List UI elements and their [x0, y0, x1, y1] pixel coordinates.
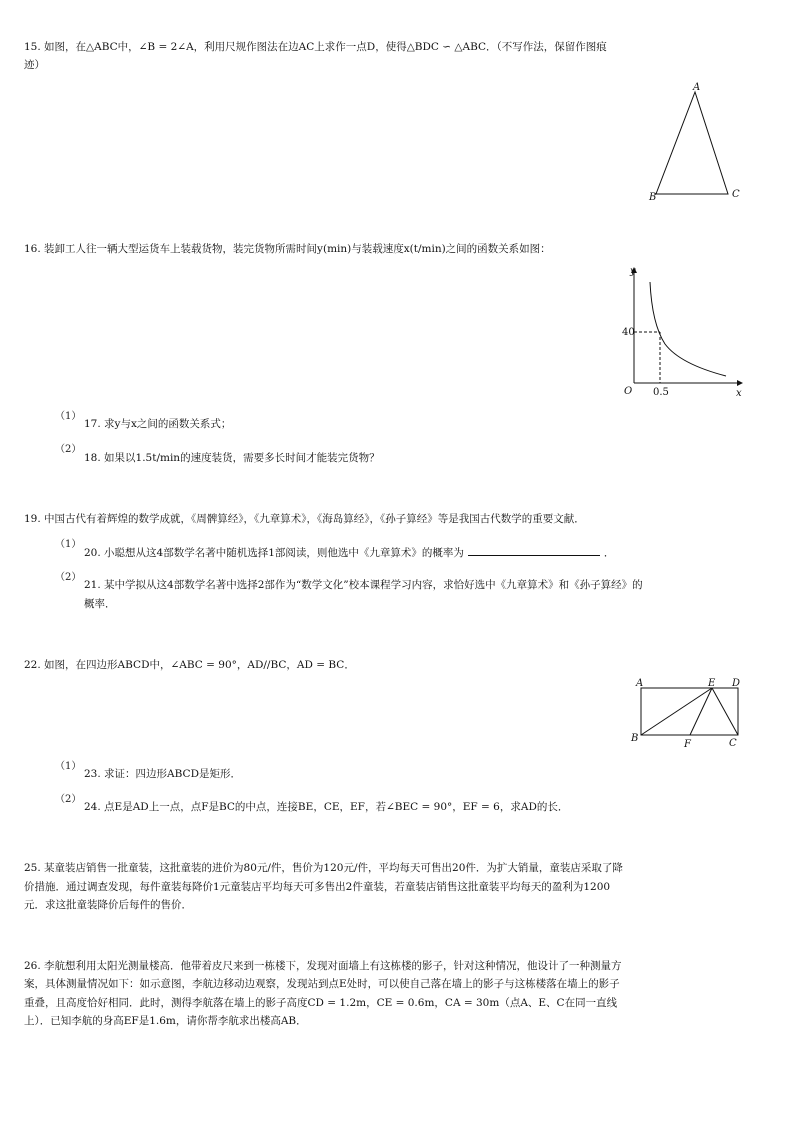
- q16-part1-text: 17. 求y与x之间的函数关系式；: [84, 418, 232, 430]
- q15-text-line1: 15. 如图，在△ABC中，∠B = 2∠A，利用尺规作图法在边AC上求作一点D，使得△BDC ∽ △ABC．（不写作法，保留作图痕: [24, 41, 607, 53]
- q25-text-line1: 25. 某童装店销售一批童装，这批童装的进价为80元/件，售价为120元/件，平均每天可售出20件．为扩大销量，童装店采取了降: [24, 862, 623, 874]
- q19-part2-text2: 概率．: [84, 598, 116, 610]
- q15-text-line2: 迹）: [24, 59, 45, 71]
- origin-label: O: [624, 386, 633, 397]
- triangle-abc: [656, 92, 728, 194]
- q16-inverse-function-graph: [620, 264, 750, 399]
- q26-text-line1: 26. 李航想利用太阳光测量楼高．他带着皮尺来到一栋楼下，发现对面墙上有这栋楼的影子，针对这种情况，他设计了一种测量方: [24, 960, 622, 972]
- q16-text-line1: 16. 装卸工人往一辆大型运货车上装载货物，装完货物所需时间y(min)与装载速度x(t/min)之间的函数关系如图：: [24, 243, 551, 255]
- label-b: B: [631, 733, 639, 744]
- q19-part1-number: （1）: [55, 539, 82, 550]
- q22-part1-text: 23. 求证：四边形ABCD是矩形．: [84, 768, 241, 780]
- label-c: C: [732, 189, 740, 200]
- q22-part1-number: （1）: [55, 761, 82, 772]
- q22-part2-text: 24. 点E是AD上一点，点F是BC的中点，连接BE，CE，EF，若∠BEC = 90°，EF = 6，求AD的长．: [84, 801, 569, 813]
- label-e: E: [708, 678, 716, 689]
- q22-rectangle-figure: [630, 678, 750, 753]
- q15-triangle-figure: [645, 82, 745, 202]
- label-a: A: [636, 678, 644, 689]
- axis-label-y: y: [630, 266, 636, 277]
- segment-ce: [712, 688, 738, 735]
- hyperbola-curve: [650, 282, 726, 376]
- answer-blank[interactable]: [468, 545, 600, 556]
- q26-text-line4: 上）．已知李航的身高EF是1.6m，请你帮李航求出楼高AB．: [24, 1015, 307, 1027]
- label-f: F: [684, 739, 691, 750]
- q25-text-line3: 元．求这批童装降价后每件的售价．: [24, 899, 192, 911]
- tick-label-0-5: 0.5: [653, 387, 669, 398]
- rectangle-abcd: [641, 688, 738, 735]
- q25-text-line2: 价措施．通过调查发现，每件童装每降价1元童装店平均每天可多售出2件童装，若童装店销售这批童装平均每天的盈利为1200: [24, 881, 611, 893]
- q16-part2-number: （2）: [55, 444, 82, 455]
- q26-text-line3: 重叠，且高度恰好相同．此时，测得李航落在墙上的影子高度CD = 1.2m，CE = 0.6m，CA = 30m（点A、E、C在同一直线: [24, 997, 618, 1009]
- label-c: C: [729, 738, 737, 749]
- q16-part2-text: 18. 如果以1.5t/min的速度装货，需要多长时间才能装完货物？: [84, 452, 380, 464]
- axis-label-x: x: [736, 388, 742, 399]
- q16-part1-number: （1）: [55, 411, 82, 422]
- tick-label-40: 40: [622, 327, 635, 338]
- q22-part2-number: （2）: [55, 794, 82, 805]
- label-d: D: [732, 678, 741, 689]
- q19-part2-text: 21. 某中学拟从这4部数学名著中选择2部作为“数学文化”校本课程学习内容，求恰好选中《九章算术》和《孙子算经》的: [84, 579, 643, 591]
- q19-text-line1: 19. 中国古代有着辉煌的数学成就，《周髀算经》，《九章算术》，《海岛算经》，《孙子算经》等是我国古代数学的重要文献．: [24, 513, 585, 525]
- q19-part2-number: （2）: [55, 572, 82, 583]
- q19-part1-text: 20. 小聪想从这4部数学名著中随机选择1部阅读，则他选中《九章算术》的概率为: [84, 547, 464, 559]
- q22-text-line1: 22. 如图，在四边形ABCD中，∠ABC = 90°，AD//BC，AD = BC．: [24, 659, 355, 671]
- label-a: A: [693, 82, 701, 93]
- q19-part1-tail: ．: [603, 547, 615, 559]
- label-b: B: [649, 192, 657, 203]
- q19-part1-line: [84, 545, 614, 560]
- q26-text-line2: 案，具体测量情况如下：如示意图，李航边移动边观察，发现站到点E处时，可以使自己落在墙上的影子与这栋楼落在墙上的影子: [24, 978, 620, 990]
